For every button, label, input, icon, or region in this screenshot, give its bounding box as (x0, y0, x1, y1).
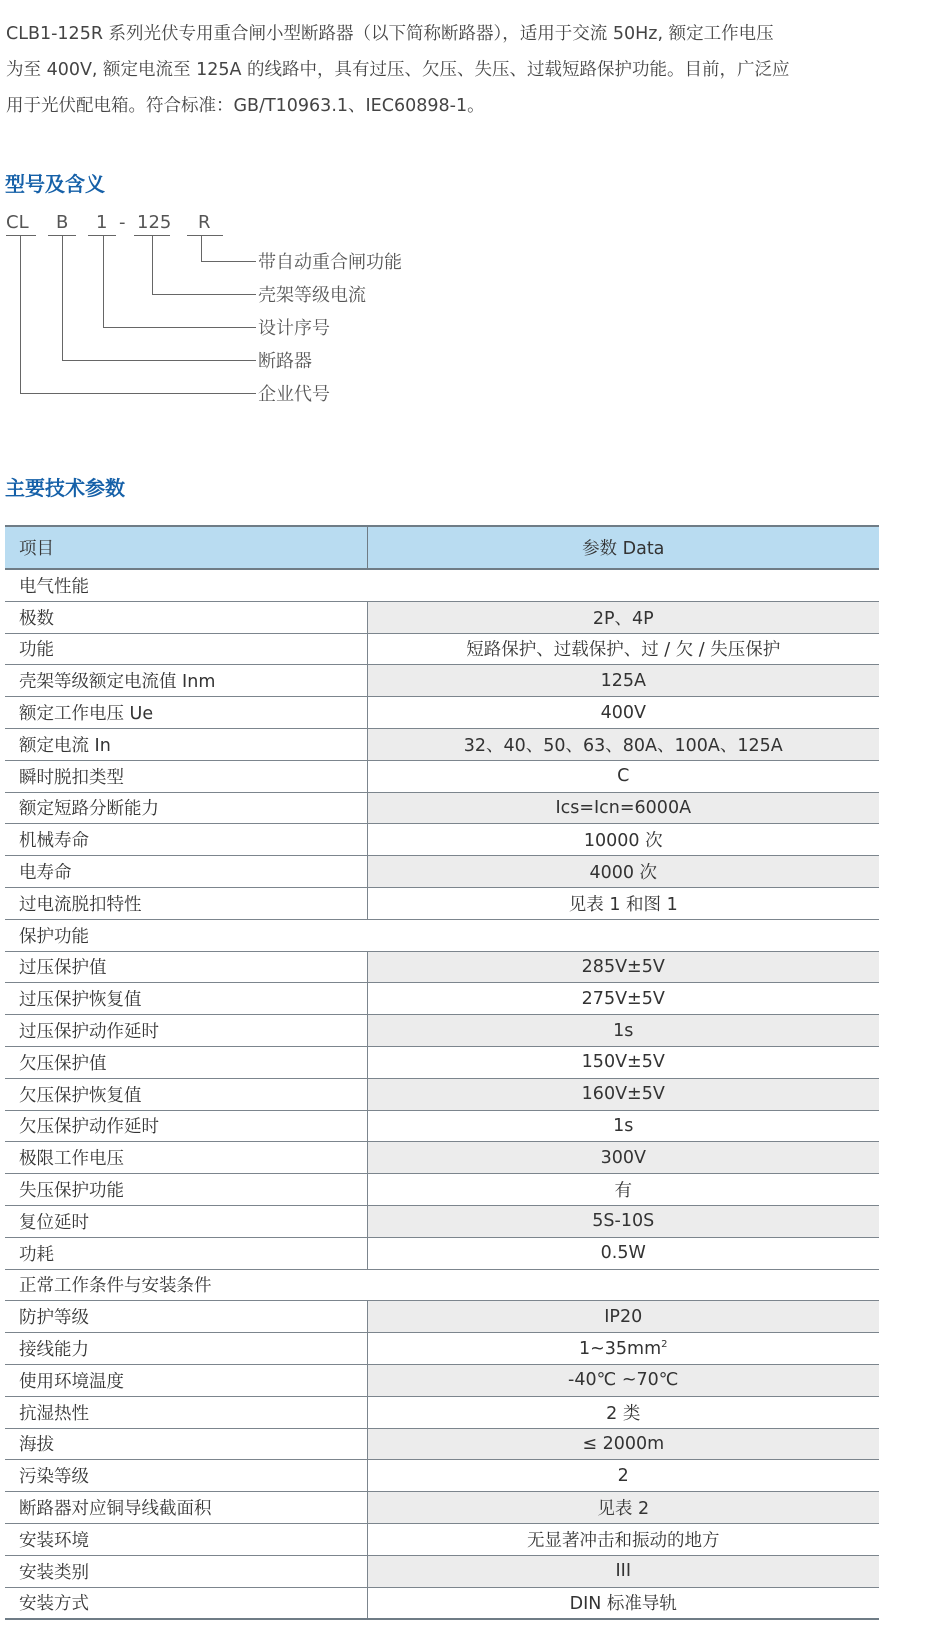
code-part-1: 1 (96, 212, 108, 233)
table-row (5, 1110, 879, 1142)
table-row (5, 792, 879, 824)
table-row (5, 1492, 879, 1524)
param-value-cell (367, 601, 879, 633)
param-value: 300V (600, 1147, 646, 1168)
param-name: 机械寿命 (5, 824, 367, 856)
param-name: 壳架等级额定电流值 Inm (5, 665, 367, 697)
param-value: 0.5W (600, 1243, 646, 1264)
param-value: 400V (600, 702, 646, 723)
param-value-cell (367, 1237, 879, 1269)
section-row (5, 919, 879, 951)
param-value-cell (367, 728, 879, 760)
param-name: 极数 (5, 601, 367, 633)
param-name: 复位延时 (5, 1205, 367, 1237)
params-table (5, 525, 879, 1620)
section-title: 正常工作条件与安装条件 (5, 1269, 879, 1301)
meaning-design-number: 设计序号 (258, 318, 330, 339)
param-value: 1s (613, 1020, 634, 1041)
param-value: 见表 1 和图 1 (568, 894, 678, 915)
table-row (5, 601, 879, 633)
table-row (5, 1301, 879, 1333)
param-name: 极限工作电压 (5, 1142, 367, 1174)
param-value-cell (367, 697, 879, 729)
param-name: 欠压保护动作延时 (5, 1110, 367, 1142)
code-part-r: R (198, 212, 211, 233)
intro-line-2: 为至 400V, 额定电流至 125A 的线路中，具有过压、欠压、失压、过载短路保护功能。目前，广泛应 (6, 60, 790, 80)
section-row (5, 569, 879, 601)
table-row (5, 1333, 879, 1365)
param-value-superscript: 2 (661, 1338, 668, 1350)
param-name: 过电流脱扣特性 (5, 887, 367, 919)
param-value: 285V±5V (581, 956, 665, 977)
model-code-diagram (0, 210, 500, 410)
meaning-breaker: 断路器 (258, 351, 312, 372)
param-name: 功能 (5, 633, 367, 665)
table-header-row (5, 526, 879, 569)
param-value-cell (367, 1142, 879, 1174)
param-value: ≤ 2000m (582, 1433, 665, 1454)
param-name: 瞬时脱扣类型 (5, 760, 367, 792)
param-value: C (617, 766, 630, 787)
table-row (5, 1015, 879, 1047)
table-row (5, 887, 879, 919)
param-name: 失压保护功能 (5, 1174, 367, 1206)
table-row (5, 760, 879, 792)
param-value: DIN 标准导轨 (569, 1594, 677, 1615)
table-row (5, 1205, 879, 1237)
header-value: 参数 Data (367, 526, 879, 569)
table-row (5, 633, 879, 665)
intro-paragraph (6, 16, 886, 124)
param-name: 防护等级 (5, 1301, 367, 1333)
table-row (5, 1460, 879, 1492)
section-title: 保护功能 (5, 919, 879, 951)
param-name: 额定电流 In (5, 728, 367, 760)
param-name: 安装环境 (5, 1523, 367, 1555)
param-value: 2 (617, 1465, 629, 1486)
param-name: 使用环境温度 (5, 1364, 367, 1396)
param-value-cell (367, 951, 879, 983)
param-value: III (615, 1561, 631, 1582)
param-value-cell (367, 1555, 879, 1587)
param-value-cell (367, 1364, 879, 1396)
param-value: 1s (613, 1115, 634, 1136)
table-row (5, 1396, 879, 1428)
param-value-cell (367, 887, 879, 919)
param-value: Ics=Icn=6000A (555, 797, 692, 818)
param-value-cell (367, 1333, 879, 1365)
param-name: 功耗 (5, 1237, 367, 1269)
param-value: 150V±5V (581, 1052, 665, 1073)
param-value: 10000 次 (583, 831, 663, 852)
param-name: 接线能力 (5, 1333, 367, 1365)
param-value-cell (367, 1460, 879, 1492)
table-row (5, 1523, 879, 1555)
table-row (5, 1078, 879, 1110)
table-row (5, 1046, 879, 1078)
param-value-cell (367, 1046, 879, 1078)
param-value-cell (367, 1174, 879, 1206)
param-name: 污染等级 (5, 1460, 367, 1492)
param-name: 额定工作电压 Ue (5, 697, 367, 729)
table-row (5, 1364, 879, 1396)
param-value-cell (367, 1301, 879, 1333)
param-value-cell (367, 1428, 879, 1460)
param-value-cell (367, 824, 879, 856)
param-value-cell (367, 1523, 879, 1555)
params-section-title: 主要技术参数 (5, 476, 125, 500)
table-row (5, 1237, 879, 1269)
param-name: 欠压保护恢复值 (5, 1078, 367, 1110)
param-value-cell (367, 1587, 879, 1619)
param-value-cell (367, 1078, 879, 1110)
param-name: 过压保护值 (5, 951, 367, 983)
param-name: 抗湿热性 (5, 1396, 367, 1428)
table-row (5, 824, 879, 856)
table-row (5, 1142, 879, 1174)
code-leader-lines (6, 236, 256, 394)
table-row (5, 697, 879, 729)
param-value-cell (367, 633, 879, 665)
model-section-title: 型号及含义 (5, 172, 105, 196)
param-value-cell (367, 1205, 879, 1237)
param-value: 有 (614, 1181, 632, 1202)
table-row (5, 856, 879, 888)
param-name: 安装类别 (5, 1555, 367, 1587)
param-value: 275V±5V (581, 988, 665, 1009)
code-part-cl: CL (6, 212, 29, 233)
param-name: 海拔 (5, 1428, 367, 1460)
param-value-cell (367, 792, 879, 824)
param-value: 5S-10S (592, 1211, 655, 1232)
code-part-b: B (56, 212, 69, 233)
table-row (5, 1587, 879, 1619)
param-name: 断路器对应铜导线截面积 (5, 1492, 367, 1524)
header-item: 项目 (5, 526, 367, 569)
table-row (5, 951, 879, 983)
intro-line-3: 用于光伏配电箱。符合标准：GB/T10963.1、IEC60898-1。 (6, 96, 485, 116)
param-name: 安装方式 (5, 1587, 367, 1619)
param-value-cell (367, 1110, 879, 1142)
param-value-cell (367, 856, 879, 888)
section-row (5, 1269, 879, 1301)
table-row (5, 665, 879, 697)
param-value: 1~35mm (578, 1338, 662, 1359)
param-value-cell (367, 1492, 879, 1524)
param-value: 160V±5V (581, 1084, 665, 1105)
param-value: 4000 次 (589, 863, 658, 884)
code-separator: - (119, 212, 126, 233)
param-value: 无显著冲击和振动的地方 (527, 1530, 720, 1551)
table-row (5, 983, 879, 1015)
param-name: 欠压保护值 (5, 1046, 367, 1078)
params-table-body (5, 569, 879, 1619)
table-row (5, 1428, 879, 1460)
table-row (5, 1555, 879, 1587)
param-value-cell (367, 760, 879, 792)
param-value: 2 类 (606, 1403, 641, 1424)
param-value: 32、40、50、63、80A、100A、125A (463, 735, 783, 756)
param-value: 2P、4P (592, 608, 654, 629)
param-value: IP20 (604, 1306, 643, 1327)
meaning-company-code: 企业代号 (258, 384, 330, 405)
param-name: 过压保护动作延时 (5, 1015, 367, 1047)
param-name: 额定短路分断能力 (5, 792, 367, 824)
param-value-cell (367, 665, 879, 697)
code-part-125: 125 (137, 212, 172, 233)
table-row (5, 1174, 879, 1206)
section-title: 电气性能 (5, 569, 879, 601)
param-name: 电寿命 (5, 856, 367, 888)
param-value-cell (367, 1015, 879, 1047)
param-value: 短路保护、过载保护、过 / 欠 / 失压保护 (466, 640, 781, 661)
intro-line-1: CLB1-125R 系列光伏专用重合闸小型断路器（以下简称断路器），适用于交流 50Hz, 额定工作电压 (6, 24, 774, 44)
param-value: 见表 2 (597, 1499, 650, 1519)
param-name: 过压保护恢复值 (5, 983, 367, 1015)
table-row (5, 728, 879, 760)
meaning-frame-current: 壳架等级电流 (258, 285, 366, 306)
param-value-cell (367, 1396, 879, 1428)
param-value: -40℃ ~70℃ (568, 1370, 679, 1391)
param-value: 125A (600, 670, 646, 691)
param-value-cell (367, 983, 879, 1015)
meaning-auto-reclose: 带自动重合闸功能 (258, 252, 402, 273)
